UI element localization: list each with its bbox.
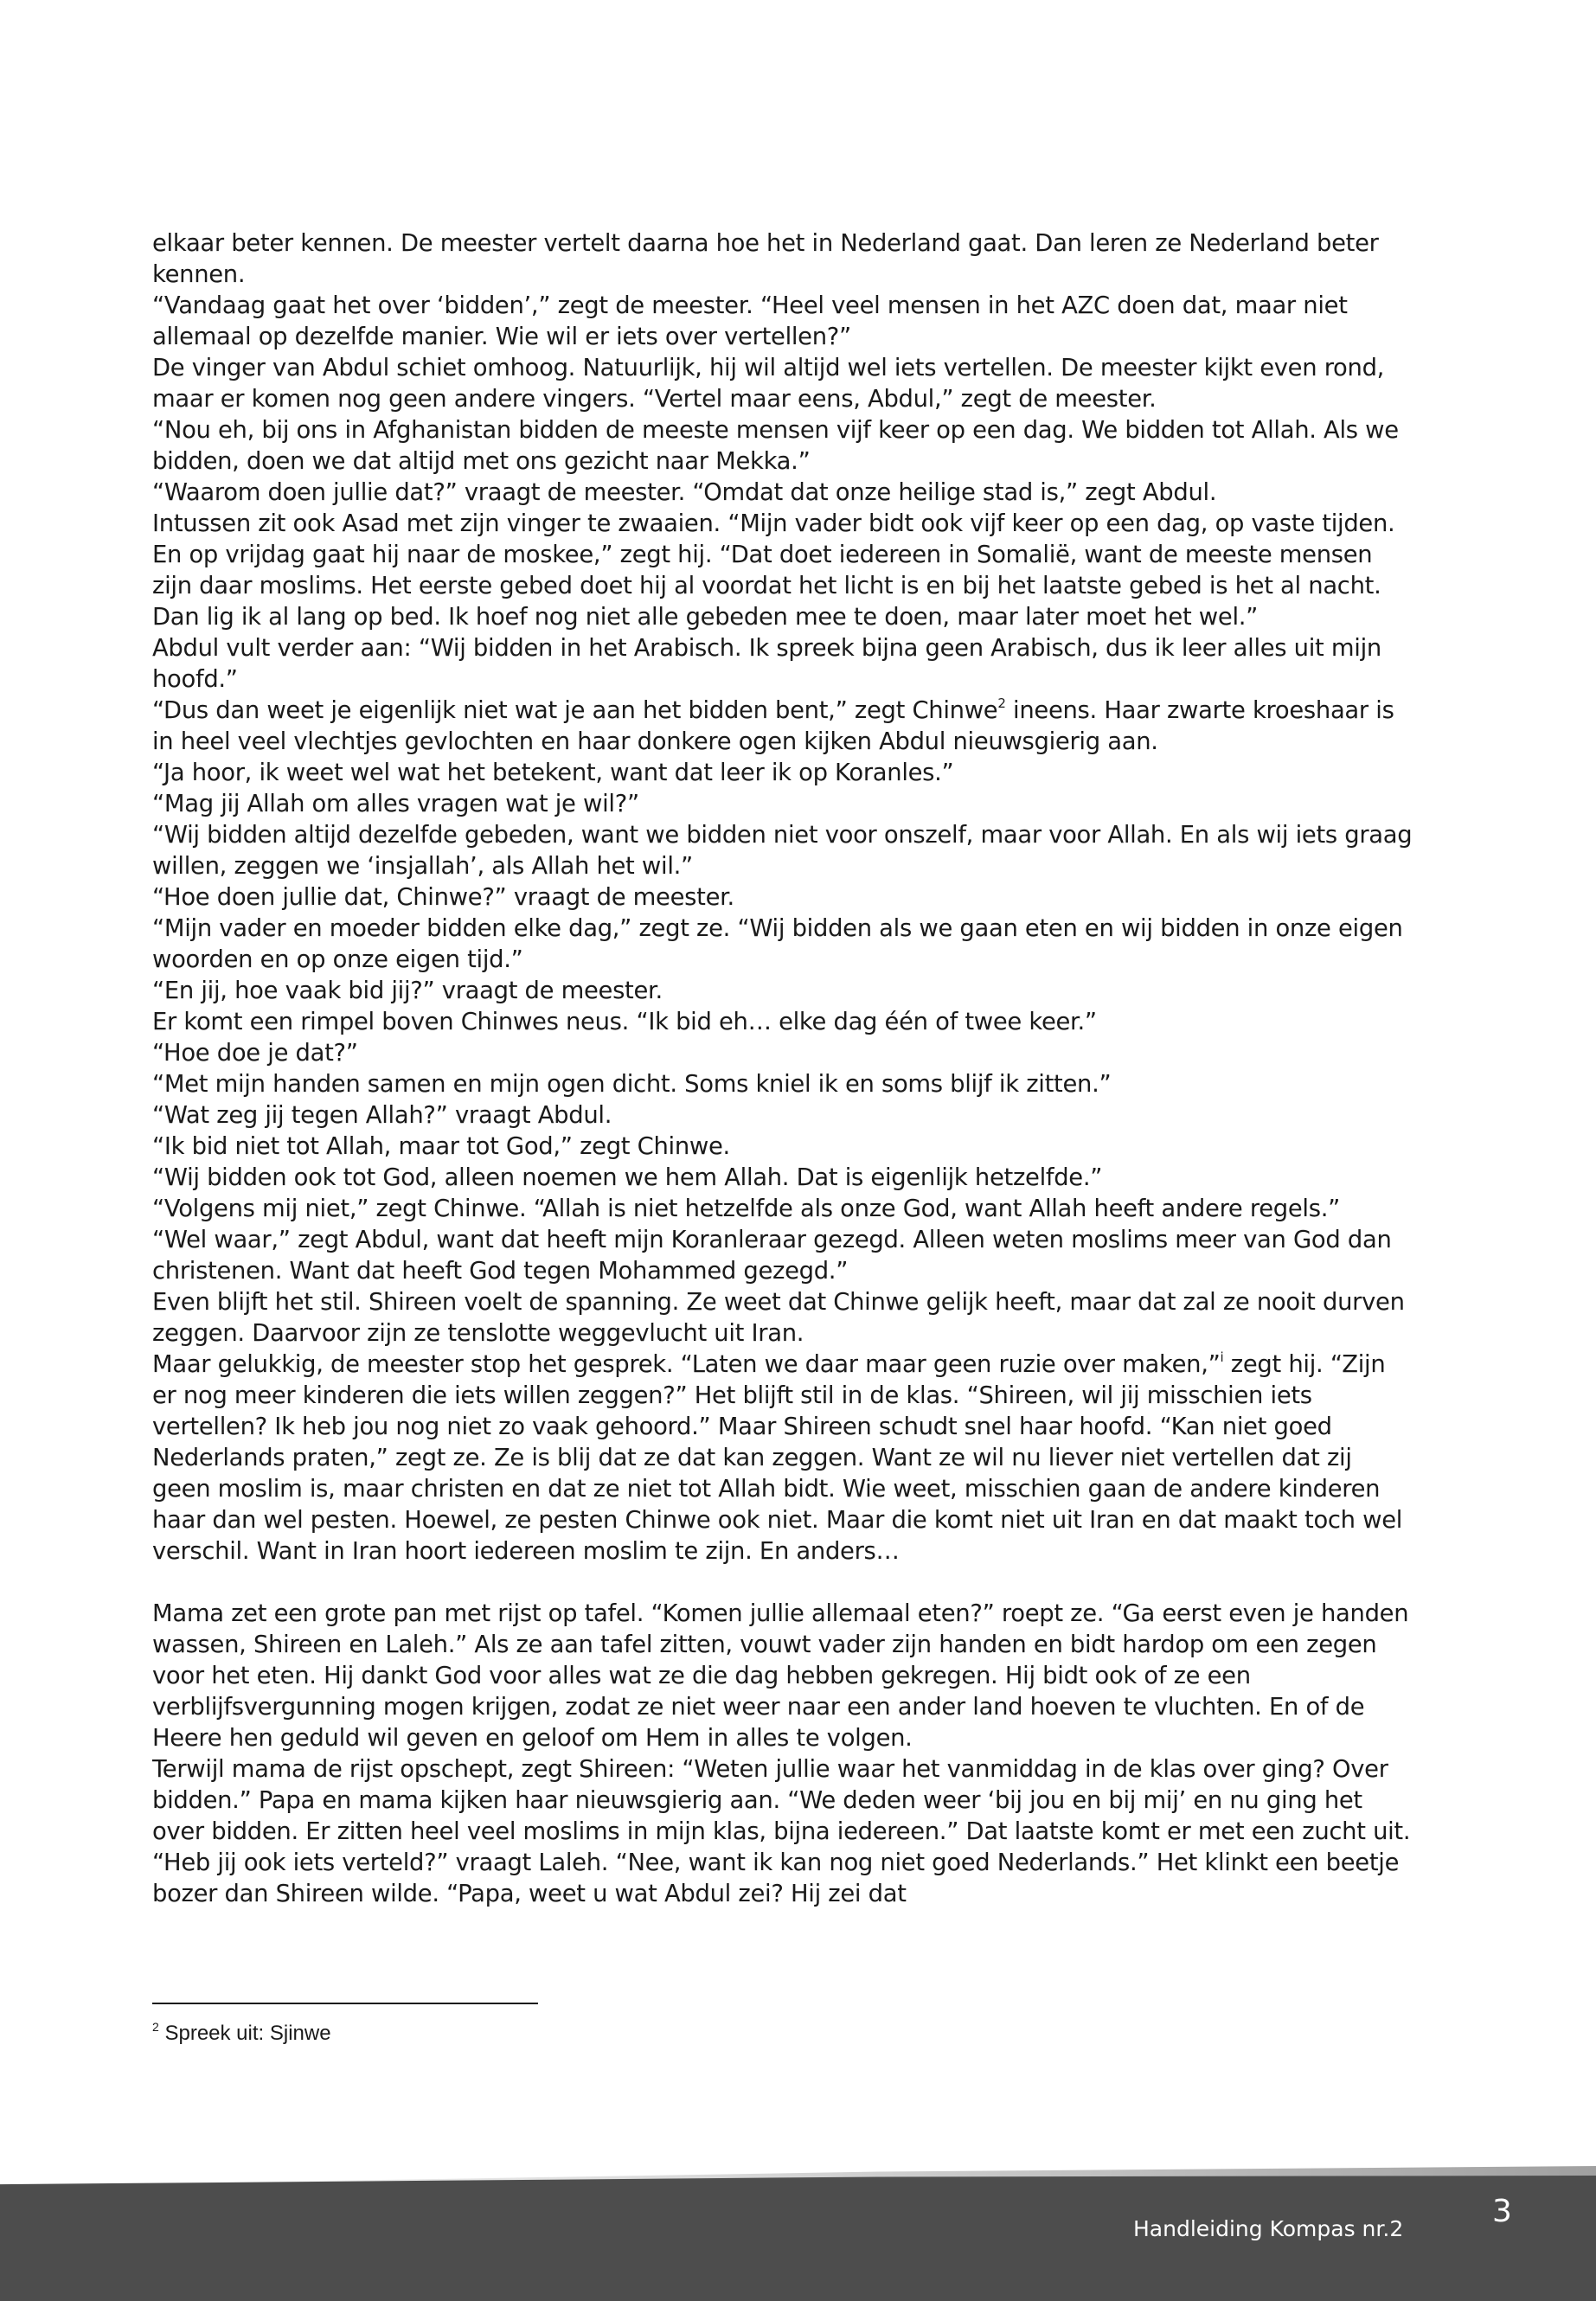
footnote-text: Spreek uit: Sjinwe — [158, 2022, 331, 2045]
paragraph: “Wat zeg jij tegen Allah?” vraagt Abdul. — [152, 1102, 612, 1129]
paragraph-meester — [152, 1349, 1415, 1567]
paragraph: Intussen zit ook Asad met zijn vinger te zwaaien. “Mijn vader bidt ook vijf keer op een dag, op vaste tijden. En op vrijdag gaat hij naar de moskee,” zegt hij. “Dat doet iedereen in Somalië, want de meeste mensen zijn daar moslims. Het eerste gebed doet hij al voordat het licht is en bij het laatste gebed is het al nacht. Dan lig ik al lang op bed. Ik hoef nog niet alle gebeden mee te doen, maar later moet het wel.” — [152, 510, 1395, 631]
paragraph-chinwe — [152, 695, 1415, 758]
paragraph: “Mijn vader en moeder bidden elke dag,” zegt ze. “Wij bidden als we gaan eten en wij bidden in onze eigen woorden en op onze eigen tijd.” — [152, 915, 1403, 973]
paragraph: “Hoe doe je dat?” — [152, 1040, 358, 1067]
footnote-reference[interactable]: 2 — [997, 695, 1006, 711]
paragraph: Mama zet een grote pan met rijst op tafel. “Komen jullie allemaal eten?” roept ze. “Ga eerst even je handen wassen, Shireen en Laleh.” Als ze aan tafel zitten, vouwt vader zijn handen en bidt hardop om een zegen voor het eten. Hij dankt God voor alles wat ze die dag hebben gekregen. Hij bidt ook of ze een verblijfsvergunning mogen krijgen, zodat ze niet weer naar een ander land hoeven te vluchten. En of de Heere hen geduld wil geven en geloof om Hem in alles te volgen. — [152, 1600, 1409, 1752]
paragraph: “Nou eh, bij ons in Afghanistan bidden de meeste mensen vijf keer op een dag. We bidden tot Allah. Als we bidden, doen we dat altijd met ons gezicht naar Mekka.” — [152, 417, 1399, 475]
paragraph: Abdul vult verder aan: “Wij bidden in het Arabisch. Ik spreek bijna geen Arabisch, dus ik leer alles uit mijn hoofd.” — [152, 635, 1381, 693]
footnote — [152, 2021, 331, 2047]
paragraph: “Ja hoor, ik weet wel wat het betekent, want dat leer ik op Koranles.” — [152, 760, 954, 786]
paragraph: “Vandaag gaat het over ‘bidden’,” zegt de meester. “Heel veel mensen in het AZC doen dat, maar niet allemaal op dezelfde manier. Wie wil er iets over vertellen?” — [152, 292, 1348, 350]
paragraph-text: “Dus dan weet je eigenlijk niet wat je aan het bidden bent,” zegt Chinwe — [152, 697, 998, 724]
paragraph: “Hoe doen jullie dat, Chinwe?” vraagt de meester. — [152, 884, 734, 911]
paragraph: “Mag jij Allah om alles vragen wat je wil?” — [152, 791, 639, 817]
paragraph: “Volgens mij niet,” zegt Chinwe. “Allah is niet hetzelfde als onze God, want Allah heeft andere regels.” — [152, 1195, 1341, 1222]
paragraph: “Wij bidden altijd dezelfde gebeden, want we bidden niet voor onszelf, maar voor Allah. En als wij iets graag willen, zeggen we ‘insjallah’, als Allah het wil.” — [152, 822, 1413, 880]
paragraph: elkaar beter kennen. De meester vertelt daarna hoe het in Nederland gaat. Dan leren ze Nederland beter kennen. — [152, 230, 1379, 288]
footer-title: Handleiding Kompas nr.2 — [1133, 2216, 1404, 2241]
paragraph-text: zegt hij. “Zijn er nog meer kinderen die iets willen zeggen?” Het blijft stil in de klas. “Shireen, wil jij misschien iets vertellen? Ik heb jou nog niet zo vaak gehoord.” Maar Shireen schudt snel haar hoofd. “Kan niet goed Nederlands praten,” zegt ze. Ze is blij dat ze dat kan zeggen. Want ze wil nu liever niet vertellen dat zij geen moslim is, maar christen en dat ze niet tot Allah bidt. Wie weet, misschien gaan de andere kinderen haar dan wel pesten. Hoewel, ze pesten Chinwe ook niet. Maar die komt niet uit Iran en dat maakt toch wel verschil. Want in Iran hoort iedereen moslim te zijn. En anders… — [152, 1351, 1403, 1565]
footnote-number: 2 — [152, 2020, 159, 2034]
paragraph: “Ik bid niet tot Allah, maar tot God,” zegt Chinwe. — [152, 1133, 730, 1160]
footnote-separator — [152, 2003, 538, 2004]
paragraph: De vinger van Abdul schiet omhoog. Natuurlijk, hij wil altijd wel iets vertellen. De meester kijkt even rond, maar er komen nog geen andere vingers. “Vertel maar eens, Abdul,” zegt de meester. — [152, 355, 1385, 413]
paragraph: Terwijl mama de rijst opschept, zegt Shireen: “Weten jullie waar het vanmiddag in de klas over ging? Over bidden.” Papa en mama kijken haar nieuwsgierig aan. “We deden weer ‘bij jou en bij mij’ en nu ging het over bidden. Er zitten heel veel moslims in mijn klas, bijna iedereen.” Dat laatste komt er met een zucht uit. “Heb jij ook iets verteld?” vraagt Laleh. “Nee, want ik kan nog niet goed Nederlands.” Het klinkt een beetje bozer dan Shireen wilde. “Papa, weet u wat Abdul zei? Hij zei dat — [152, 1756, 1411, 1907]
paragraph: Even blijft het stil. Shireen voelt de spanning. Ze weet dat Chinwe gelijk heeft, maar dat zal ze nooit durven zeggen. Daarvoor zijn ze tenslotte weggevlucht uit Iran. — [152, 1289, 1405, 1347]
paragraph: “Met mijn handen samen en mijn ogen dicht. Soms kniel ik en soms blijf ik zitten.” — [152, 1071, 1112, 1098]
paragraph-text: ineens. Haar zwarte kroeshaar is in heel veel vlechtjes gevlochten en haar donkere ogen kijken Abdul nieuwsgierig aan. — [152, 697, 1394, 755]
page-number: 3 — [1492, 2194, 1512, 2229]
paragraph: “Wij bidden ook tot God, alleen noemen we hem Allah. Dat is eigenlijk hetzelfde.” — [152, 1164, 1103, 1191]
paragraph: Er komt een rimpel boven Chinwes neus. “Ik bid eh… elke dag één of twee keer.” — [152, 1009, 1097, 1035]
paragraph: “En jij, hoe vaak bid jij?” vraagt de meester. — [152, 977, 663, 1004]
paragraph: “Waarom doen jullie dat?” vraagt de meester. “Omdat dat onze heilige stad is,” zegt Abdul. — [152, 479, 1217, 506]
paragraph: “Wel waar,” zegt Abdul, want dat heeft mijn Koranleraar gezegd. Alleen weten moslims meer van God dan christenen. Want dat heeft God tegen Mohammed gezegd.” — [152, 1227, 1392, 1285]
endnote-reference[interactable]: i — [1220, 1349, 1224, 1365]
paragraph-text: Maar gelukkig, de meester stop het gesprek. “Laten we daar maar geen ruzie over maken,” — [152, 1351, 1221, 1378]
body-text — [152, 228, 1415, 1910]
